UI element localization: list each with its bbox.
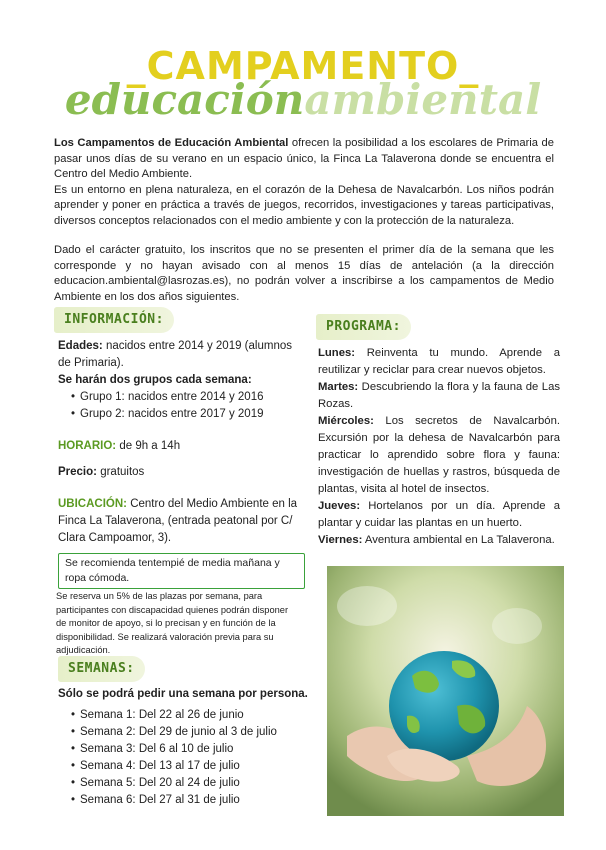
list-item: • Semana 1: Del 22 al 26 de junio <box>80 707 318 724</box>
edades: Edades: nacidos entre 2014 y 2019 (alumnos de Primaria). <box>58 340 292 369</box>
list-item: • Grupo 2: nacidos entre 2017 y 2019 <box>80 406 298 423</box>
title-educacion: educación <box>64 75 305 124</box>
semanas-list <box>58 707 318 809</box>
title-educacion-ambiental <box>0 75 606 124</box>
list-item: • Semana 4: Del 13 al 17 de julio <box>80 758 318 775</box>
title-ambiental: ambiental <box>304 75 542 124</box>
reserva-note: Se reserva un 5% de las plazas por semana, para participantes con discapacidad quienes podrán disponer de monitor de apoyo, si lo precisan y en función de la disponibilidad. Se realizará valoración previa para su adjudicación. <box>56 591 289 655</box>
list-item: • Semana 6: Del 27 al 31 de julio <box>80 792 318 809</box>
precio: Precio: gratuitos <box>58 466 145 478</box>
ubicacion: UBICACIÓN: Centro del Medio Ambiente en la Finca La Talaverona, (entrada peatonal por C/ Clara Campoamor, 3). <box>58 498 298 544</box>
horario: HORARIO: de 9h a 14h <box>58 440 181 452</box>
grupos-list <box>58 389 298 423</box>
list-item: • Semana 3: Del 6 al 10 de julio <box>80 741 318 758</box>
list-item: • Grupo 1: nacidos entre 2014 y 2016 <box>80 389 298 406</box>
semanas-subtitle: Sólo se podrá pedir una semana por persona. <box>58 688 308 700</box>
grupos-title: Se harán dos grupos cada semana: <box>58 374 252 386</box>
programa-section <box>318 345 560 549</box>
programa-heading: PROGRAMA: <box>316 314 411 340</box>
globe-illustration <box>327 566 564 816</box>
programa-martes: Martes: Descubriendo la flora y la fauna de Las Rozas. <box>318 381 560 410</box>
info-section <box>58 338 298 547</box>
intro-paragraph-2: Es un entorno en plena naturaleza, en el corazón de la Dehesa de Navalcarbón. Los niños podrán aprender y poner en práctica a través de juegos, recorridos, investigaciones y tareas participativas, diversos conceptos relacionados con el medio ambiente y con la protección de la naturaleza. <box>54 183 554 227</box>
globe-hands-photo <box>327 566 564 816</box>
recommendation-note: Se recomienda tentempié de media mañana y ropa cómoda. <box>58 553 305 589</box>
list-item: • Semana 2: Del 29 de junio al 3 de julio <box>80 724 318 741</box>
programa-miercoles: Miércoles: Los secretos de Navalcarbón. Excursión por la dehesa de Navalcarbón para practicar lo aprendido sobre flora y fauna: investigación de huellas y rastros, búsqueda de plantas, visita al hotel de insectos. <box>318 415 560 495</box>
list-item: • Semana 5: Del 20 al 24 de julio <box>80 775 318 792</box>
intro-paragraph-1: Los Campamentos de Educación Ambiental ofrecen la posibilidad a los escolares de Primaria de pasar unos días de su verano en un espacio único, la Finca La Talaverona donde se encuentra el Centro del Medio Ambiente. <box>54 137 554 180</box>
info-heading: INFORMACIÓN: <box>54 307 174 333</box>
programa-lunes: Lunes: Reinventa tu mundo. Aprende a reutilizar y reciclar para crear nuevos objetos. <box>318 347 560 376</box>
semanas-heading: SEMANAS: <box>58 656 145 682</box>
programa-viernes: Viernes: Aventura ambiental en La Talaverona. <box>318 534 555 546</box>
programa-jueves: Jueves: Hortelanos por un día. Aprende a plantar y cuidar las plantas en un huerto. <box>318 500 560 529</box>
title-campamento: _CAMPAMENTO_ <box>126 44 480 88</box>
semanas-section <box>58 686 318 809</box>
intro-paragraph-3: Dado el carácter gratuito, los inscritos que no se presenten el primer día de la semana que les corresponde y no hayan avisado con al menos 15 días de antelación (a la dirección educacion.ambiental@lasrozas.es), no podrán volver a inscribirse a los campamentos de Medio Ambiente en los dos años siguientes. <box>54 244 554 303</box>
intro-text <box>54 136 554 305</box>
